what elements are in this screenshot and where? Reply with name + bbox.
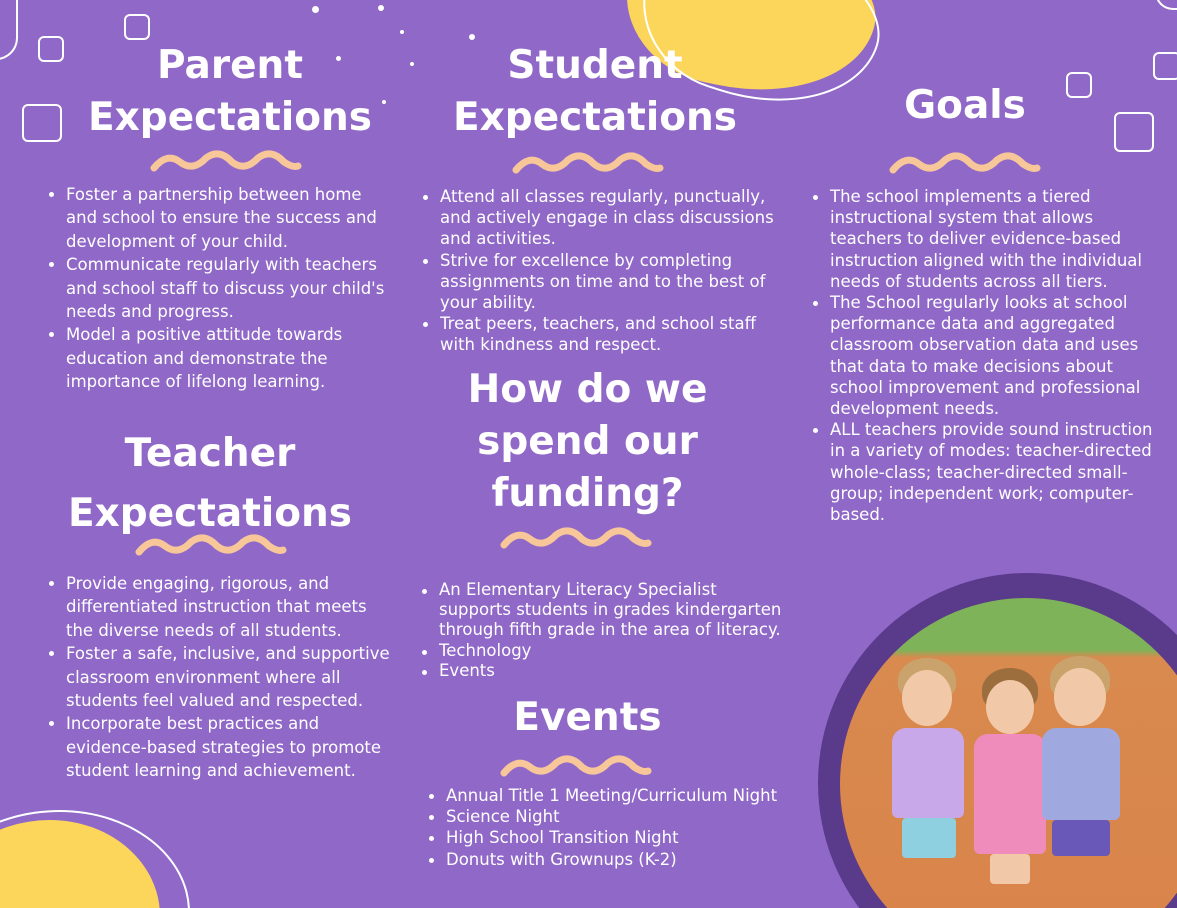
list-item: Incorporate best practices and evidence-based strategies to promote student learning and achievement.: [44, 712, 394, 782]
list-item: An Elementary Literacy Specialist supports students in grades kindergarten through fifth grade in the area of literacy.: [417, 580, 782, 641]
wave-divider-icon: [512, 152, 664, 176]
list-item: Science Night: [424, 806, 784, 827]
goals-title: Goals: [904, 83, 1026, 128]
funding-title: How do we spend our funding?: [467, 367, 708, 516]
list-item: Foster a partnership between home and school to ensure the success and development of your child.: [44, 183, 396, 253]
corner-curve-top-right: [1155, 0, 1177, 10]
wave-divider-icon: [150, 150, 302, 174]
teacher-expectations-list: [44, 572, 394, 783]
list-item: Technology: [417, 641, 782, 661]
events-list: [424, 785, 784, 870]
list-item: ALL teachers provide sound instruction in a variety of modes: teacher-directed whole-class; teacher-directed small-group; independent work; computer-based.: [808, 419, 1168, 525]
wave-divider-icon: [889, 152, 1041, 176]
rounded-square-icon: [1153, 52, 1177, 80]
parent-expectations-title: Parent Expectations: [87, 43, 373, 140]
goals-list: [808, 186, 1168, 525]
wave-divider-icon: [135, 534, 287, 558]
student-expectations-title: Student Expectations: [452, 43, 738, 140]
list-item: Events: [417, 661, 782, 681]
sparkle-dot: [312, 6, 319, 13]
wave-divider-icon: [500, 755, 652, 779]
funding-list: [417, 580, 782, 681]
list-item: Treat peers, teachers, and school staff with kindness and respect.: [418, 313, 778, 355]
list-item: Foster a safe, inclusive, and supportive classroom environment where all students feel valued and respected.: [44, 642, 394, 712]
sparkle-dot: [378, 5, 384, 11]
rounded-square-icon: [124, 14, 150, 40]
list-item: Model a positive attitude towards education and demonstrate the importance of lifelong learning.: [44, 323, 396, 393]
list-item: Annual Title 1 Meeting/Curriculum Night: [424, 785, 784, 806]
teacher-expectations-title: Teacher Expectations: [67, 431, 353, 536]
list-item: The school implements a tiered instructional system that allows teachers to deliver evidence-based instruction aligned with the individual needs of students across all tiers.: [808, 186, 1168, 292]
parent-expectations-list: [44, 183, 396, 394]
blob-outline-bottom: [0, 810, 190, 908]
sparkle-dot: [400, 30, 404, 34]
list-item: Donuts with Grownups (K-2): [424, 849, 784, 870]
list-item: The School regularly looks at school performance data and aggregated classroom observation data and uses that data to make decisions about school improvement and professional development needs.: [808, 292, 1168, 419]
list-item: High School Transition Night: [424, 827, 784, 848]
list-item: Provide engaging, rigorous, and differentiated instruction that meets the diverse needs of all students.: [44, 572, 394, 642]
rounded-square-icon: [22, 104, 62, 142]
sparkle-dot: [410, 62, 414, 66]
list-item: Attend all classes regularly, punctually, and actively engage in class discussions and activities.: [418, 186, 778, 250]
list-item: Strive for excellence by completing assignments on time and to the best of your ability.: [418, 250, 778, 314]
wave-divider-icon: [500, 527, 652, 551]
list-item: Communicate regularly with teachers and school staff to discuss your child's needs and progress.: [44, 253, 396, 323]
student-expectations-list: [418, 186, 778, 356]
rounded-square-icon: [1114, 112, 1154, 152]
corner-curve-top-left: [0, 0, 18, 60]
events-title: Events: [513, 695, 662, 740]
